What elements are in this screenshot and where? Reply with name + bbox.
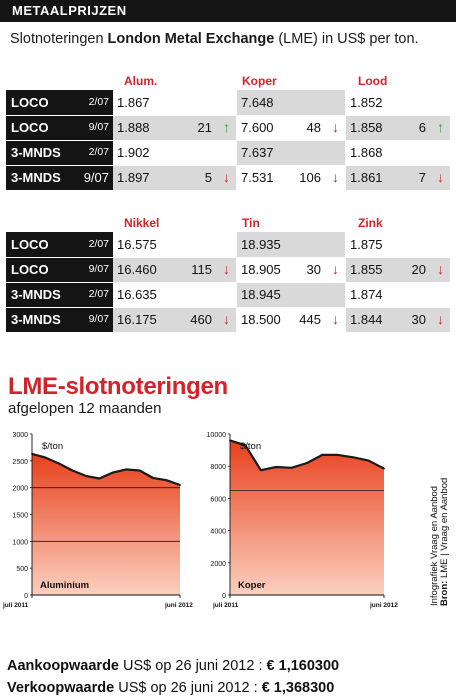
arrow-down-icon: ↓: [332, 311, 339, 327]
price-cell: [346, 307, 450, 332]
y-unit-label: $/ton: [240, 441, 262, 452]
price-value: 1.868: [350, 145, 383, 160]
price-cell: [237, 307, 345, 332]
data-point: [166, 479, 168, 481]
data-point: [306, 462, 308, 464]
row-divider: [6, 257, 450, 258]
row-label-name: 3-MNDS: [11, 287, 61, 302]
price-value: 1.897: [117, 170, 150, 185]
price-value: 18.500: [241, 312, 281, 327]
data-point: [368, 460, 370, 462]
arrow-down-icon: ↓: [332, 119, 339, 135]
arrow-down-icon: ↓: [437, 311, 444, 327]
arrow-up-icon: ↑: [437, 119, 444, 135]
column-header-metal: Tin: [242, 216, 260, 230]
data-point: [58, 463, 60, 465]
data-point: [291, 467, 293, 469]
footer-sell-value: € 1,368300: [261, 680, 335, 696]
table-row: [6, 165, 450, 190]
price-value: 7.648: [241, 95, 274, 110]
row-divider: [6, 307, 450, 308]
row-label-name: LOCO: [11, 262, 49, 277]
series-label: Aluminium: [40, 580, 90, 591]
price-value: 18.945: [241, 287, 281, 302]
price-cell: [237, 115, 345, 140]
y-tick-label: 0: [24, 593, 28, 600]
lme-title: LME-slotnoteringen: [8, 373, 228, 400]
y-tick-label: 1500: [12, 512, 28, 520]
footer-buy-value: € 1,160300: [266, 658, 340, 674]
column-header-metal: Zink: [358, 216, 383, 230]
series-label: Koper: [238, 580, 266, 591]
section-header: METAALPRIJZEN: [0, 0, 456, 22]
row-label: [6, 282, 113, 307]
row-label-date: 9/07: [88, 121, 109, 133]
price-cell: [346, 282, 450, 307]
footer-buy: [7, 658, 339, 674]
data-point: [125, 469, 127, 471]
price-change: 106: [299, 170, 321, 185]
row-label: [6, 165, 113, 190]
price-change: 21: [197, 120, 212, 135]
table-row: [6, 115, 450, 140]
price-value: 1.874: [350, 287, 383, 302]
footer-buy-label: Aankoopwaarde: [7, 658, 119, 674]
column-header-metal: Koper: [242, 74, 277, 88]
y-tick-label: 2000: [210, 560, 226, 568]
price-value: 18.905: [241, 262, 281, 277]
y-tick-label: 8000: [210, 464, 226, 472]
price-change: 30: [411, 312, 426, 327]
price-change: 30: [306, 262, 321, 277]
intro-pre: Slotnoteringen: [10, 31, 108, 47]
arrow-down-icon: ↓: [223, 311, 230, 327]
chart-koper: [206, 428, 416, 614]
credit: [430, 436, 450, 606]
arrow-up-icon: ↑: [223, 119, 230, 135]
price-value: 1.888: [117, 120, 150, 135]
footer-sell: [7, 680, 334, 696]
data-point: [139, 470, 141, 472]
x-start-label: juli 2011: [3, 602, 29, 609]
column-header-metal: Alum.: [124, 74, 158, 88]
price-cell: [113, 140, 236, 165]
price-value: 18.935: [241, 237, 281, 252]
price-cell: [113, 165, 236, 190]
row-label: [6, 140, 113, 165]
price-value: 7.637: [241, 145, 274, 160]
credit-line: Infografiek Vraag en Aanbod: [429, 485, 440, 606]
price-cell: [346, 115, 450, 140]
row-divider: [6, 165, 450, 166]
price-cell: [237, 232, 345, 257]
table-row: [6, 257, 450, 282]
y-tick-label: 2500: [12, 458, 28, 466]
price-value: 1.902: [117, 145, 150, 160]
price-value: 16.175: [117, 312, 157, 327]
credit-source-value: LME | Vraag en Aanbod: [439, 477, 450, 581]
arrow-down-icon: ↓: [332, 261, 339, 277]
price-cell: [237, 165, 345, 190]
price-cell: [346, 140, 450, 165]
price-cell: [113, 307, 236, 332]
credit-source: [440, 436, 450, 606]
row-label-name: 3-MNDS: [11, 170, 61, 185]
lme-subtitle: afgelopen 12 maanden: [8, 400, 162, 417]
arrow-down-icon: ↓: [332, 169, 339, 185]
intro-exchange: London Metal Exchange: [107, 31, 275, 47]
row-label-date: 2/07: [88, 146, 109, 158]
row-label-date: 2/07: [88, 288, 109, 300]
row-label: [6, 257, 113, 282]
price-cell: [346, 257, 450, 282]
intro-post: (LME) in US$ per ton.: [274, 31, 419, 47]
price-value: 1.855: [350, 262, 383, 277]
table-row: [6, 90, 450, 115]
price-cell: [237, 140, 345, 165]
table-row: [6, 282, 450, 307]
footer-sell-label: Verkoopwaarde: [7, 680, 115, 696]
column-header-metal: Lood: [358, 74, 388, 88]
price-value: 16.575: [117, 237, 157, 252]
data-point: [179, 484, 181, 486]
price-value: 1.858: [350, 120, 383, 135]
price-cell: [113, 115, 236, 140]
row-label-date: 9/07: [88, 263, 109, 275]
y-unit-label: $/ton: [42, 441, 64, 452]
y-tick-label: 10000: [206, 432, 226, 439]
row-label-date: 9/07: [88, 313, 109, 325]
intro-text: [10, 31, 419, 47]
row-label-date: 2/07: [88, 96, 109, 108]
price-change: 20: [411, 262, 426, 277]
row-label-date: 9/07: [83, 170, 109, 185]
price-value: 1.861: [350, 170, 383, 185]
row-label-name: LOCO: [11, 237, 49, 252]
data-point: [337, 454, 339, 456]
arrow-down-icon: ↓: [437, 261, 444, 277]
x-end-label: juni 2012: [370, 602, 398, 609]
row-label-name: LOCO: [11, 120, 49, 135]
row-label-name: LOCO: [11, 95, 49, 110]
data-point: [98, 478, 100, 480]
row-label: [6, 90, 113, 115]
data-point: [152, 477, 154, 479]
credit-source-label: Bron:: [439, 580, 450, 606]
price-change: 5: [204, 170, 212, 185]
price-value: 1.875: [350, 237, 383, 252]
data-point: [352, 456, 354, 458]
row-label-date: 2/07: [88, 238, 109, 250]
price-cell: [237, 282, 345, 307]
price-change: 48: [306, 120, 321, 135]
row-divider: [6, 140, 450, 141]
data-point: [322, 454, 324, 456]
footer-sell-mid: US$ op 26 juni 2012 :: [114, 680, 262, 696]
arrow-down-icon: ↓: [223, 261, 230, 277]
data-point: [72, 470, 74, 472]
arrow-down-icon: ↓: [223, 169, 230, 185]
data-point: [383, 468, 385, 470]
y-tick-label: 6000: [210, 496, 226, 504]
table-row: [6, 232, 450, 257]
y-tick-label: 2000: [12, 485, 28, 493]
table-row: [6, 140, 450, 165]
price-value: 7.531: [241, 170, 274, 185]
y-tick-label: 3000: [12, 432, 28, 439]
data-point: [85, 475, 87, 477]
row-divider: [6, 282, 450, 283]
price-cell: [113, 257, 236, 282]
y-tick-label: 1000: [12, 539, 28, 547]
price-cell: [237, 90, 345, 115]
price-cell: [237, 257, 345, 282]
row-label-name: 3-MNDS: [11, 145, 61, 160]
chart-aluminium: [0, 428, 210, 614]
price-change: 445: [299, 312, 321, 327]
price-value: 16.635: [117, 287, 157, 302]
price-value: 1.867: [117, 95, 150, 110]
price-value: 16.460: [117, 262, 157, 277]
data-point: [112, 472, 114, 474]
x-start-label: juli 2011: [213, 602, 239, 609]
row-label: [6, 232, 113, 257]
price-cell: [346, 232, 450, 257]
data-point: [45, 457, 47, 459]
data-point: [260, 469, 262, 471]
price-cell: [113, 282, 236, 307]
price-value: 1.844: [350, 312, 383, 327]
row-divider: [6, 115, 450, 116]
price-change: 115: [191, 262, 212, 277]
x-end-label: juni 2012: [165, 602, 193, 609]
price-cell: [346, 165, 450, 190]
data-point: [275, 466, 277, 468]
row-label: [6, 307, 113, 332]
price-value: 1.852: [350, 95, 383, 110]
footer-buy-mid: US$ op 26 juni 2012 :: [119, 658, 267, 674]
price-change: 460: [190, 312, 212, 327]
price-change: 7: [418, 170, 426, 185]
arrow-down-icon: ↓: [437, 169, 444, 185]
y-tick-label: 500: [16, 566, 28, 574]
price-cell: [346, 90, 450, 115]
row-label: [6, 115, 113, 140]
price-cell: [113, 232, 236, 257]
price-change: 6: [418, 120, 426, 135]
y-tick-label: 4000: [210, 528, 226, 536]
price-cell: [113, 90, 236, 115]
table-row: [6, 307, 450, 332]
column-header-metal: Nikkel: [124, 216, 160, 230]
row-label-name: 3-MNDS: [11, 312, 61, 327]
y-tick-label: 0: [222, 593, 226, 600]
price-value: 7.600: [241, 120, 274, 135]
